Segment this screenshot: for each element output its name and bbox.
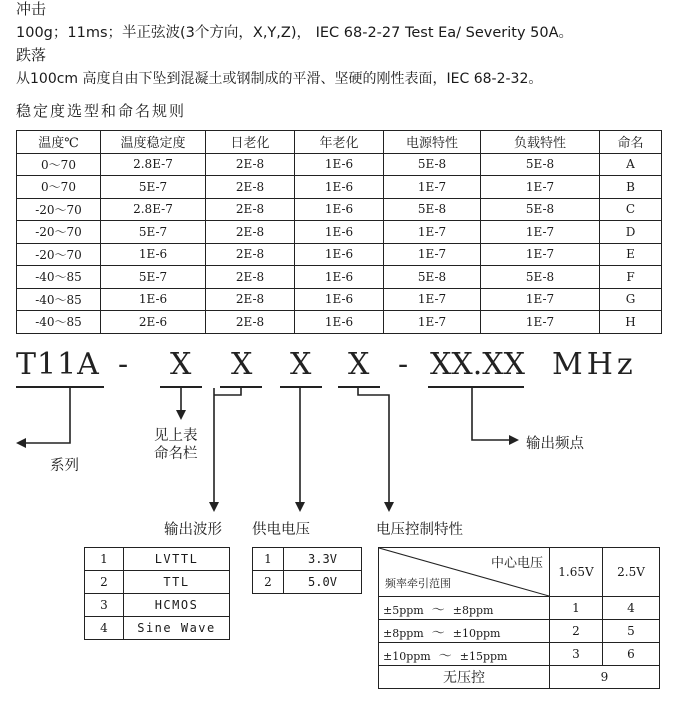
vc-code-1: 3 — [550, 643, 603, 666]
cell-load-char: 5E-8 — [481, 153, 600, 176]
supply-voltage-row — [253, 548, 362, 571]
cell-supply-char: 1E-7 — [384, 221, 481, 244]
vc-range-tilde: ～ — [431, 625, 445, 641]
cell-load-char: 1E-7 — [481, 176, 600, 199]
cell-temperature: -20～70 — [17, 198, 101, 221]
vc-header-row — [379, 548, 660, 597]
cell-naming: H — [600, 311, 662, 334]
supply-voltage-value: 3.3V — [284, 548, 362, 571]
cell-temp-stability: 1E-6 — [101, 243, 206, 266]
cell-temp-stability: 5E-7 — [101, 221, 206, 244]
output-wave-code: 1 — [85, 548, 124, 571]
output-wave-name: TTL — [124, 571, 230, 594]
supply-voltage-row — [253, 571, 362, 594]
cell-temp-stability: 1E-6 — [101, 288, 206, 311]
pn-dash-1: - — [118, 347, 130, 382]
see-table-label-2: 命名栏 — [154, 446, 198, 462]
cell-supply-char: 1E-7 — [384, 176, 481, 199]
col-header-supply-char: 电源特性 — [384, 131, 481, 154]
output-wave-label: 输出波形 — [164, 522, 222, 538]
pn-unit: MHz — [552, 347, 637, 382]
vc-range-lo: ±10ppm — [383, 649, 431, 663]
col-header-naming: 命名 — [600, 131, 662, 154]
vc-table — [378, 547, 660, 689]
pull-range-label: 频率牵引范围 — [385, 577, 451, 590]
pn-dash-2: - — [398, 347, 410, 382]
cell-naming: B — [600, 176, 662, 199]
cell-supply-char: 5E-8 — [384, 266, 481, 289]
cell-supply-char: 1E-7 — [384, 243, 481, 266]
supply-voltage-value: 5.0V — [284, 571, 362, 594]
connector-field-4 — [358, 388, 389, 506]
pn-prefix: T11A — [16, 347, 100, 382]
cell-load-char: 5E-8 — [481, 198, 600, 221]
vc-col-header-1: 1.65V — [550, 548, 603, 597]
arrow-field-3-icon — [295, 502, 305, 512]
cell-load-char: 1E-7 — [481, 243, 600, 266]
supply-voltage-code: 2 — [253, 571, 284, 594]
cell-yearly-aging: 1E-6 — [295, 153, 384, 176]
cell-naming: F — [600, 266, 662, 289]
col-header-yearly-aging: 年老化 — [295, 131, 384, 154]
cell-daily-aging: 2E-8 — [206, 266, 295, 289]
no-vc-label: 无压控 — [379, 666, 550, 689]
cell-load-char: 1E-7 — [481, 288, 600, 311]
cell-daily-aging: 2E-8 — [206, 176, 295, 199]
arrow-field-1-icon — [176, 410, 186, 420]
vc-range-tilde: ～ — [438, 648, 452, 664]
vc-code-2: 4 — [603, 597, 660, 620]
cell-naming: G — [600, 288, 662, 311]
vc-range-row — [379, 620, 660, 643]
vc-diagonal-header-cell — [379, 548, 550, 597]
series-label: 系列 — [50, 458, 79, 474]
cell-daily-aging: 2E-8 — [206, 153, 295, 176]
cell-load-char: 1E-7 — [481, 311, 600, 334]
connector-series — [22, 388, 70, 443]
cell-temperature: 0～70 — [17, 153, 101, 176]
output-wave-row — [85, 548, 230, 571]
output-wave-row — [85, 617, 230, 640]
cell-temperature: -20～70 — [17, 221, 101, 244]
cell-temp-stability: 5E-7 — [101, 176, 206, 199]
output-wave-name: HCMOS — [124, 594, 230, 617]
output-wave-code: 2 — [85, 571, 124, 594]
shock-title: 冲击 — [16, 0, 47, 18]
cell-temp-stability: 2.8E-7 — [101, 198, 206, 221]
cell-supply-char: 5E-8 — [384, 153, 481, 176]
col-header-temperature: 温度℃ — [17, 131, 101, 154]
cell-naming: D — [600, 221, 662, 244]
cell-daily-aging: 2E-8 — [206, 311, 295, 334]
center-voltage-label: 中心电压 — [490, 556, 543, 571]
cell-supply-char: 1E-7 — [384, 288, 481, 311]
output-wave-code: 4 — [85, 617, 124, 640]
arrow-field-2-icon — [209, 502, 219, 512]
vc-range-hi: ±10ppm — [452, 626, 501, 640]
vc-range-row — [379, 643, 660, 666]
cell-yearly-aging: 1E-6 — [295, 176, 384, 199]
connector-field-2-b — [214, 388, 241, 395]
vc-code-2: 6 — [603, 643, 660, 666]
vc-range-lo: ±5ppm — [383, 603, 424, 617]
cell-temperature: -40～85 — [17, 311, 101, 334]
col-header-temp-stability: 温度稳定度 — [101, 131, 206, 154]
cell-temp-stability: 2E-6 — [101, 311, 206, 334]
cell-daily-aging: 2E-8 — [206, 288, 295, 311]
cell-temperature: -40～85 — [17, 288, 101, 311]
vc-range-cell — [379, 597, 550, 620]
output-wave-name: LVTTL — [124, 548, 230, 571]
output-frequency-label: 输出频点 — [526, 436, 584, 452]
cell-temp-stability: 2.8E-7 — [101, 153, 206, 176]
arrow-field-4-icon — [384, 502, 394, 512]
vc-range-hi: ±8ppm — [452, 603, 494, 617]
vc-range-tilde: ～ — [431, 602, 445, 618]
pn-frequency: XX.XX — [430, 347, 525, 382]
arrow-frequency-icon — [509, 435, 519, 445]
cell-temperature: 0～70 — [17, 176, 101, 199]
cell-naming: A — [600, 153, 662, 176]
cell-load-char: 1E-7 — [481, 221, 600, 244]
cell-yearly-aging: 1E-6 — [295, 311, 384, 334]
cell-supply-char: 1E-7 — [384, 311, 481, 334]
cell-yearly-aging: 1E-6 — [295, 221, 384, 244]
arrow-series-icon — [16, 438, 26, 448]
vc-range-cell — [379, 643, 550, 666]
cell-yearly-aging: 1E-6 — [295, 288, 384, 311]
vc-range-lo: ±8ppm — [383, 626, 424, 640]
output-wave-name: Sine Wave — [124, 617, 230, 640]
output-wave-row — [85, 594, 230, 617]
connector-frequency — [472, 388, 513, 440]
output-wave-table — [84, 547, 230, 640]
output-wave-row — [85, 571, 230, 594]
drop-title: 跌落 — [16, 46, 47, 64]
cell-daily-aging: 2E-8 — [206, 243, 295, 266]
vc-range-cell — [379, 620, 550, 643]
output-wave-code: 3 — [85, 594, 124, 617]
cell-yearly-aging: 1E-6 — [295, 266, 384, 289]
vc-col-header-2: 2.5V — [603, 548, 660, 597]
see-table-label-1: 见上表 — [154, 428, 198, 444]
cell-naming: E — [600, 243, 662, 266]
shock-description: 100g；11ms；半正弦波(3个方向，X,Y,Z)， IEC 68-2-27 Test Ea/ Severity 50A。 — [16, 25, 574, 41]
stability-title: 稳定度选型和命名规则 — [16, 102, 187, 120]
cell-naming: C — [600, 198, 662, 221]
pn-field-4: X — [348, 347, 371, 382]
vc-code-2: 5 — [603, 620, 660, 643]
pn-field-2: X — [231, 347, 254, 382]
vc-range-hi: ±15ppm — [459, 649, 508, 663]
vc-code-1: 2 — [550, 620, 603, 643]
cell-temp-stability: 5E-7 — [101, 266, 206, 289]
cell-daily-aging: 2E-8 — [206, 221, 295, 244]
vc-characteristic-label: 电压控制特性 — [376, 522, 463, 538]
cell-temperature: -40～85 — [17, 266, 101, 289]
cell-yearly-aging: 1E-6 — [295, 243, 384, 266]
pn-field-1: X — [170, 347, 193, 382]
no-vc-value: 9 — [550, 666, 660, 689]
cell-supply-char: 5E-8 — [384, 198, 481, 221]
col-header-load-char: 负载特性 — [481, 131, 600, 154]
col-header-daily-aging: 日老化 — [206, 131, 295, 154]
vc-range-row — [379, 597, 660, 620]
cell-daily-aging: 2E-8 — [206, 198, 295, 221]
supply-voltage-table — [252, 547, 362, 594]
cell-yearly-aging: 1E-6 — [295, 198, 384, 221]
cell-load-char: 5E-8 — [481, 266, 600, 289]
cell-temperature: -20～70 — [17, 243, 101, 266]
drop-description: 从100cm 高度自由下坠到混凝土或钢制成的平滑、坚硬的刚性表面，IEC 68-2-32。 — [16, 71, 543, 87]
vc-no-vc-row — [379, 666, 660, 689]
supply-voltage-code: 1 — [253, 548, 284, 571]
pn-field-3: X — [290, 347, 313, 382]
supply-voltage-label: 供电电压 — [252, 522, 310, 538]
vc-code-1: 1 — [550, 597, 603, 620]
